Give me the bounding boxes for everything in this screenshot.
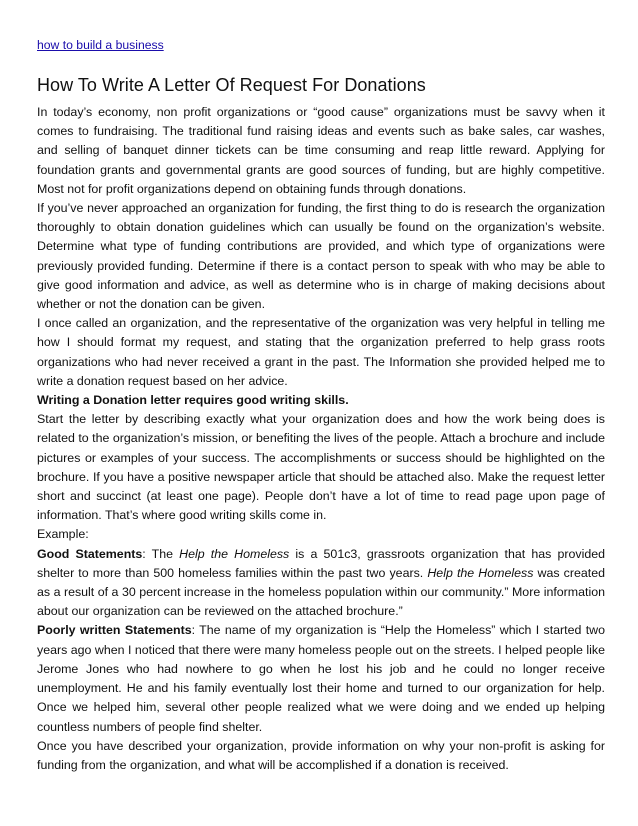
paragraph-good-statements bbox=[37, 545, 605, 622]
example-label: Example: bbox=[37, 527, 89, 542]
org-name-italic-2: Help the Homeless bbox=[427, 565, 534, 580]
paragraph-anecdote: I once called an organization, and the representative of the organization was very helpful in telling me how I should format my request, and stating that the organization preferred to help grass roots organizations who had never received a grant in the past. The Information she provided helped me to write a donation request based on her advice. bbox=[37, 316, 605, 388]
paragraph-poor-statements bbox=[37, 621, 605, 736]
poor-statements-label: Poorly written Statements bbox=[37, 623, 192, 638]
document-page bbox=[37, 36, 605, 775]
good-statements-text-2: is a 501c3, grassroots organization that has provided shelter to more than 500 homeless families within the past two years. bbox=[37, 546, 605, 580]
good-statements-text-3: was created as a result of a 30 percent increase in the homeless population within our community.” More information about our organization can be reviewed on the attached brochure.” bbox=[37, 565, 606, 619]
section-subheading: Writing a Donation letter requires good writing skills. bbox=[37, 393, 349, 408]
paragraph-closing: Once you have described your organization, provide information on why your non-profit is asking for funding from the organization, and what will be accomplished if a donation is received. bbox=[37, 738, 605, 772]
org-name-italic-1: Help the Homeless bbox=[179, 546, 290, 561]
good-statements-label: Good Statements bbox=[37, 546, 143, 561]
paragraph-letter-advice: Start the letter by describing exactly what your organization does and how the work being does is related to the organization’s mission, or benefiting the lives of the people. Attach a brochure and include pictures or examples of your success. The accomplishments or success should be highlighted on the brochure. If you have a positive newspaper article that should be attached also. Make the request letter short and succinct (at least one page). People don’t have a lot of time to read page upon page of information. That’s where good writing skills come in. bbox=[37, 412, 605, 523]
article-body bbox=[37, 103, 605, 775]
paragraph-research: If you’ve never approached an organization for funding, the first thing to do is research the organization thoroughly to obtain donation guidelines which can usually be found on the organization’s website. Determine what type of funding contributions are provided, and which type of organizations were previously provided funding. Determine if there is a contact person to speak with who may be able to give good information and advice, as well as determine who is in charge of making decisions about whether or not the donation can be given. bbox=[37, 201, 605, 312]
article-title: How To Write A Letter Of Request For Donations bbox=[37, 75, 426, 95]
paragraph-intro: In today’s economy, non profit organizations or “good cause” organizations must be savvy when it comes to fundraising. The traditional fund raising ideas and events such as bake sales, car washes, and selling of banquet dinner tickets can be time consuming and reap little reward. Applying for foundation grants and governmental grants are good sources of funding, but are highly competitive. Most not for profit organizations depend on obtaining funds through donations. bbox=[37, 105, 605, 196]
how-to-build-a-business-link[interactable]: how to build a business bbox=[37, 38, 164, 52]
good-statements-text-1: : The bbox=[142, 546, 180, 561]
poor-statements-text: : The name of my organization is “Help the Homeless” which I started two years ago when I noticed that there were many homeless people out on the streets. I helped people like Jerome Jones who had nowhere to go when he lost his job and he could no longer receive unemployment. He and his family eventually lost their home and turned to our organization for help. Once we helped him, several other people realized what we were doing and we ended up helping countless numbers of people find shelter. bbox=[37, 623, 605, 734]
